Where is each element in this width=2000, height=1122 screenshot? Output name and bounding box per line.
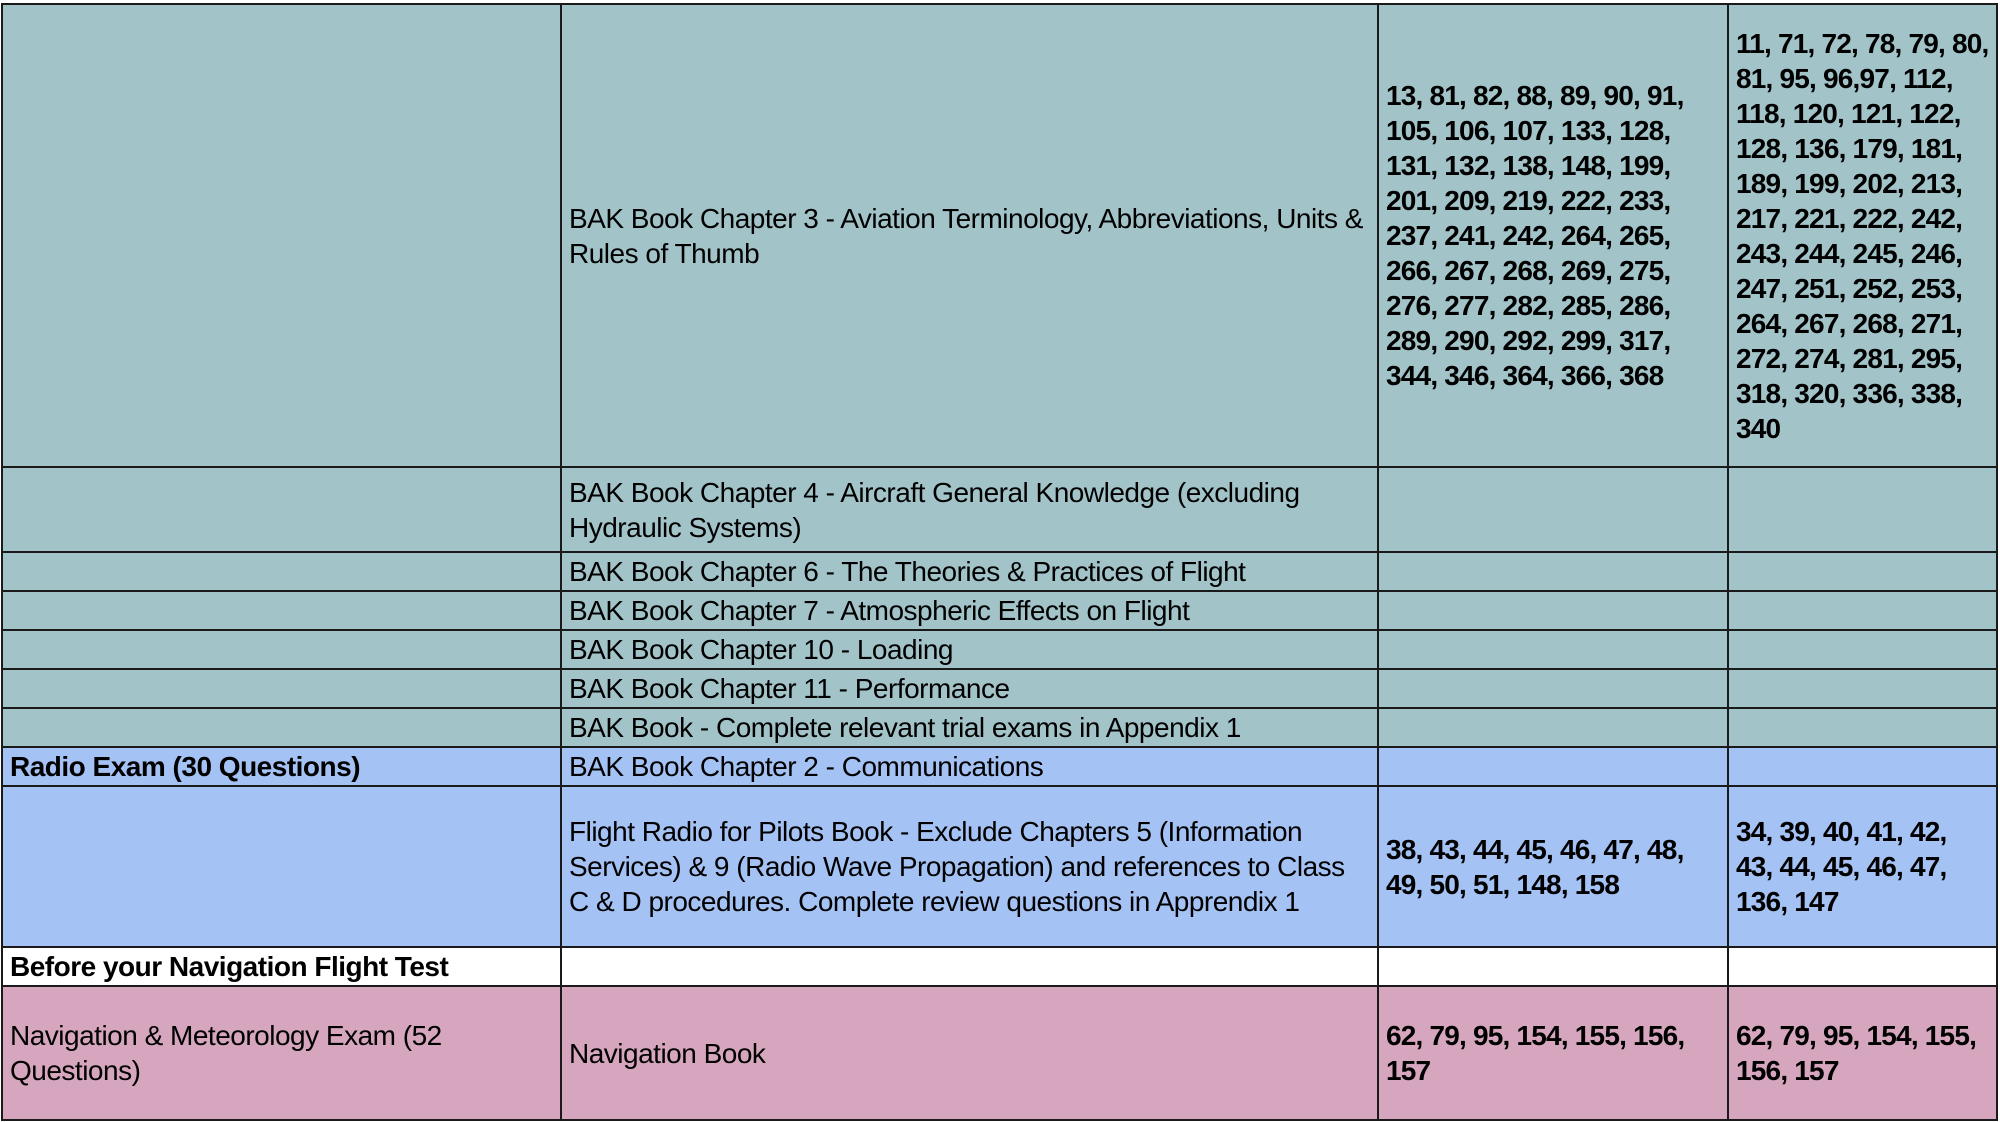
questions-cell-primary: 62, 79, 95, 154, 155, 156, 157 xyxy=(1378,986,1728,1120)
exam-cell xyxy=(2,591,561,630)
questions-cell-primary xyxy=(1378,630,1728,669)
exam-cell xyxy=(2,630,561,669)
exam-cell: Navigation & Meteorology Exam (52 Questions) xyxy=(2,986,561,1120)
reading-cell: BAK Book Chapter 11 - Performance xyxy=(561,669,1378,708)
questions-cell-primary xyxy=(1378,467,1728,552)
questions-cell-primary xyxy=(1378,669,1728,708)
questions-cell-primary xyxy=(1378,591,1728,630)
reading-cell: BAK Book Chapter 3 - Aviation Terminology, Abbreviations, Units & Rules of Thumb xyxy=(561,4,1378,467)
questions-cell-primary xyxy=(1378,708,1728,747)
table-row xyxy=(2,786,1997,947)
questions-cell-secondary xyxy=(1728,630,1997,669)
exam-cell: Radio Exam (30 Questions) xyxy=(2,747,561,786)
study-plan-table xyxy=(1,3,1998,1121)
reading-cell: BAK Book - Complete relevant trial exams in Appendix 1 xyxy=(561,708,1378,747)
section-heading-cell: Before your Navigation Flight Test xyxy=(2,947,561,986)
reading-cell: Flight Radio for Pilots Book - Exclude Chapters 5 (Information Services) & 9 (Radio Wave Propagation) and references to Class C & D procedures. Complete review questions in Apprendix 1 xyxy=(561,786,1378,947)
exam-cell xyxy=(2,467,561,552)
table-row xyxy=(2,947,1997,986)
questions-cell-secondary xyxy=(1728,552,1997,591)
questions-cell-secondary xyxy=(1728,467,1997,552)
questions-cell-secondary xyxy=(1728,947,1997,986)
reading-cell: BAK Book Chapter 2 - Communications xyxy=(561,747,1378,786)
reading-cell: Navigation Book xyxy=(561,986,1378,1120)
reading-cell xyxy=(561,947,1378,986)
reading-cell: BAK Book Chapter 10 - Loading xyxy=(561,630,1378,669)
reading-cell: BAK Book Chapter 7 - Atmospheric Effects on Flight xyxy=(561,591,1378,630)
table-row xyxy=(2,552,1997,591)
questions-cell-secondary xyxy=(1728,669,1997,708)
questions-cell-primary: 13, 81, 82, 88, 89, 90, 91, 105, 106, 107, 133, 128, 131, 132, 138, 148, 199, 201, 209, 219, 222, 233, 237, 241, 242, 264, 265, 266, 267, 268, 269, 275, 276, 277, 282, 285, 286, 289, 290, 292, 299, 317, 344, 346, 364, 366, 368 xyxy=(1378,4,1728,467)
reading-cell: BAK Book Chapter 4 - Aircraft General Knowledge (excluding Hydraulic Systems) xyxy=(561,467,1378,552)
table-row xyxy=(2,986,1997,1120)
questions-cell-primary xyxy=(1378,747,1728,786)
table-row xyxy=(2,467,1997,552)
exam-cell xyxy=(2,552,561,591)
table-row xyxy=(2,669,1997,708)
questions-cell-secondary xyxy=(1728,747,1997,786)
reading-cell: BAK Book Chapter 6 - The Theories & Practices of Flight xyxy=(561,552,1378,591)
exam-cell xyxy=(2,4,561,467)
exam-cell xyxy=(2,786,561,947)
table-row xyxy=(2,747,1997,786)
table-row xyxy=(2,4,1997,467)
exam-cell xyxy=(2,669,561,708)
questions-cell-primary xyxy=(1378,552,1728,591)
questions-cell-secondary xyxy=(1728,708,1997,747)
table-row xyxy=(2,630,1997,669)
table-row xyxy=(2,708,1997,747)
questions-cell-primary xyxy=(1378,947,1728,986)
questions-cell-secondary xyxy=(1728,591,1997,630)
questions-cell-secondary: 62, 79, 95, 154, 155, 156, 157 xyxy=(1728,986,1997,1120)
questions-cell-secondary: 11, 71, 72, 78, 79, 80, 81, 95, 96,97, 112, 118, 120, 121, 122, 128, 136, 179, 181, 189, 199, 202, 213, 217, 221, 222, 242, 243, 244, 245, 246, 247, 251, 252, 253, 264, 267, 268, 271, 272, 274, 281, 295, 318, 320, 336, 338, 340 xyxy=(1728,4,1997,467)
questions-cell-primary: 38, 43, 44, 45, 46, 47, 48, 49, 50, 51, 148, 158 xyxy=(1378,786,1728,947)
questions-cell-secondary: 34, 39, 40, 41, 42, 43, 44, 45, 46, 47, 136, 147 xyxy=(1728,786,1997,947)
exam-cell xyxy=(2,708,561,747)
table-row xyxy=(2,591,1997,630)
